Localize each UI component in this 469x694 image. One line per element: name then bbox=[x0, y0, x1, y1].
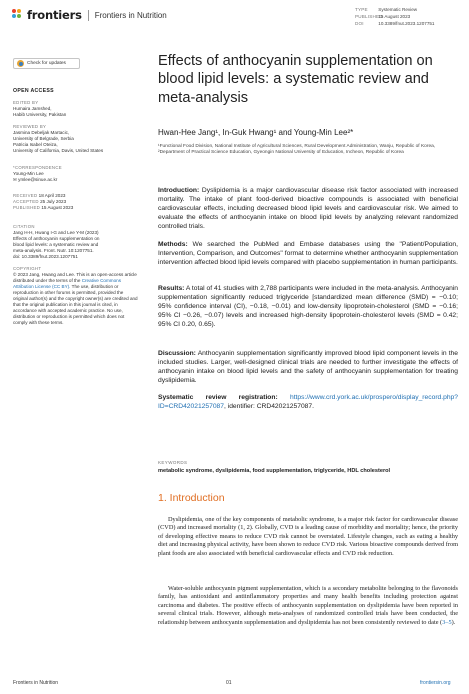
meta-doi: DOI 10.3389/fnut.2023.1207751 bbox=[355, 21, 435, 26]
journal-name: Frontiers in Nutrition bbox=[94, 10, 167, 20]
abstract-results: Results: A total of 41 studies with 2,788 participants were included in the meta-analysis. Anthocyanin supplementation significantly reduced triglyceride [standardized mean difference (SMD) = −0.10; 95% confidence interval (CI), −0.18, −0.01) and low-density lipoprotein-cholesterol (SMD = −0.16; 95% CI −0.26, −0.07) levels and increased high-density lipoprotein-cholesterol levels (SMD = 0.42; 95% CI 0.20, 0.65). bbox=[158, 285, 458, 328]
edited-by-block: EDITED BY Humaira Jamshed, Habib University, Pakistan bbox=[13, 100, 67, 117]
keywords-heading: KEYWORDS bbox=[158, 460, 188, 465]
article-title: Effects of anthocyanin supplementation on blood lipid levels: a systematic review and meta-analysis bbox=[158, 53, 433, 106]
intro-paragraph-2: Water-soluble anthocyanin pigment supplementation, which is a secondary metabolite belonging to the flavonoids family, has antioxidant and antiinflammatory properties and many health benefits including protection against carcinoma and diabetes. The positive effects of anthocyanin supplementation on dyslipidemia have been reported in several clinical trials. However, although meta-analyses of randomized controlled trials have been conducted, the relationship between anthocyanin supplementation and dyslipidemia has not been consistently reviewed to date (3–5). bbox=[158, 585, 458, 626]
dates-block: RECEIVED 18 April 2023 ACCEPTED 25 July 2023 PUBLISHED 15 August 2023 bbox=[13, 193, 74, 210]
header-divider bbox=[88, 10, 89, 21]
copyright-block: COPYRIGHT © 2023 Jang, Hwang and Lee. This is an open-access article distributed under the terms of the Creative Commons Attribution License (CC BY). The use, distribution or reproduction in other forums is permitted, provided the original author(s) and the copyright owner(s) are credited and that the original publication in this journal is cited, in accordance with accepted academic practice. No use, distribution or reproduction is permitted which does not comply with these terms. bbox=[13, 266, 138, 325]
meta-type: TYPE Systematic Review bbox=[355, 7, 418, 12]
intro-paragraph-1: Dyslipidemia, one of the key components of metabolic syndrome, is a major risk factor for cardiovascular disease (CVD) and increased mortality (1, 2). Globally, CVD is a leading cause of morbidity and mortality; hence, the priority of developing effective means to reduce CVD risk cannot be overstated. Lifestyle changes, such as eating a healthy diet and increasing physical activity, have been shown to reduce CVD risk. Various bioactive compounds derived from plant foods are also associated with beneficial cardiovascular effects and CVD risk reduction. bbox=[158, 516, 458, 557]
footer-journal: Frontiers in Nutrition bbox=[13, 680, 59, 686]
abstract-methods: Methods: We searched the PubMed and Embase databases using the "Patient/Population, Intervention, Comparison, and Outcomes" format to determine whether anthocyanin supplementation intervention affected blood lipid levels compared with placebo supplementation in human participants. bbox=[158, 241, 458, 266]
registration-block: Systematic review registration: https://www.crd.york.ac.uk/prospero/display_record.php?ID=CRD42021257087, identifier: CRD42021257087. bbox=[158, 394, 458, 410]
correspondence-email[interactable]: ✉ ymlee@sinue.ac.kr bbox=[13, 177, 58, 182]
open-access-label: OPEN ACCESS bbox=[13, 88, 54, 94]
check-updates-label: Check for updates bbox=[27, 61, 66, 66]
abstract-introduction: Introduction: Dyslipidemia is a major cardiovascular disease risk factor associated with increased mortality. The intake of plant food-derived bioactive compounds is associated with beneficial cardiovascular effects, including decreased blood lipid levels and cardiovascular risk. We aimed to evaluate the effects of anthocyanin intake on blood lipid levels by analyzing relevant randomized controlled trials. bbox=[158, 187, 458, 230]
logo-wordmark: frontiers bbox=[27, 8, 82, 22]
check-updates-icon bbox=[17, 60, 24, 67]
citation-link[interactable]: 3–5 bbox=[442, 618, 452, 626]
correspondence-block: *CORRESPONDENCE Young-Min Lee ✉ ymlee@sinue.ac.kr bbox=[13, 165, 143, 183]
section-heading-introduction: 1. Introduction bbox=[158, 492, 225, 504]
reviewed-by-block: REVIEWED BY Jasmina Debeljak Martacic, University of Belgrade, Serbia Patricia Isabel Oteiza, University of California, Davis, United States bbox=[13, 124, 104, 153]
frontiers-logo-icon bbox=[12, 9, 24, 21]
article-authors: Hwan-Hee Jang¹, In-Guk Hwang¹ and Young-Min Lee²* bbox=[158, 128, 354, 137]
article-meta bbox=[355, 6, 434, 27]
footer-site-link[interactable]: frontiersin.org bbox=[420, 680, 451, 686]
open-access-block bbox=[13, 88, 143, 94]
meta-published: PUBLISHED 15 August 2023 bbox=[355, 14, 411, 19]
keywords-list: metabolic syndrome, dyslipidemia, food supplementation, triglyceride, HDL cholesterol bbox=[158, 468, 391, 474]
mail-icon: ✉ bbox=[13, 177, 19, 182]
author-affiliations: ¹Functional Food Division, National Institute of Agricultural Sciences, Rural Development Administration, Wanju, Republic of Korea, ²Department of Practical Science Education, Gyeongin National University of Education, Incheon, Republic of Korea bbox=[158, 144, 436, 156]
page-number: 01 bbox=[226, 680, 232, 686]
citation-block: CITATION Jang H-H, Hwang I-G and Lee Y-M (2023) Effects of anthocyanin supplementation on blood lipid levels: a systematic review and meta-analysis. Front. Nutr. 10:1207751. doi: 10.3389/fnut.2023.1207751 bbox=[13, 224, 100, 259]
abstract-discussion: Discussion: Anthocyanin supplementation significantly improved blood lipid component levels in the included studies. Larger, well-designed clinical trials are needed to further investigate the effects of anthocyanin intake on blood lipid levels and the safety of anthocyanin supplementation for treating dyslipidemia. bbox=[158, 350, 458, 384]
check-for-updates-button[interactable] bbox=[13, 58, 80, 69]
prospero-link[interactable]: https://www.crd.york.ac.uk/prospero/display_record.php?ID=CRD42021257087 bbox=[158, 394, 458, 410]
frontiers-logo[interactable] bbox=[12, 8, 167, 22]
cc-by-license-link[interactable]: Creative Commons Attribution License (CC BY). bbox=[13, 278, 122, 289]
